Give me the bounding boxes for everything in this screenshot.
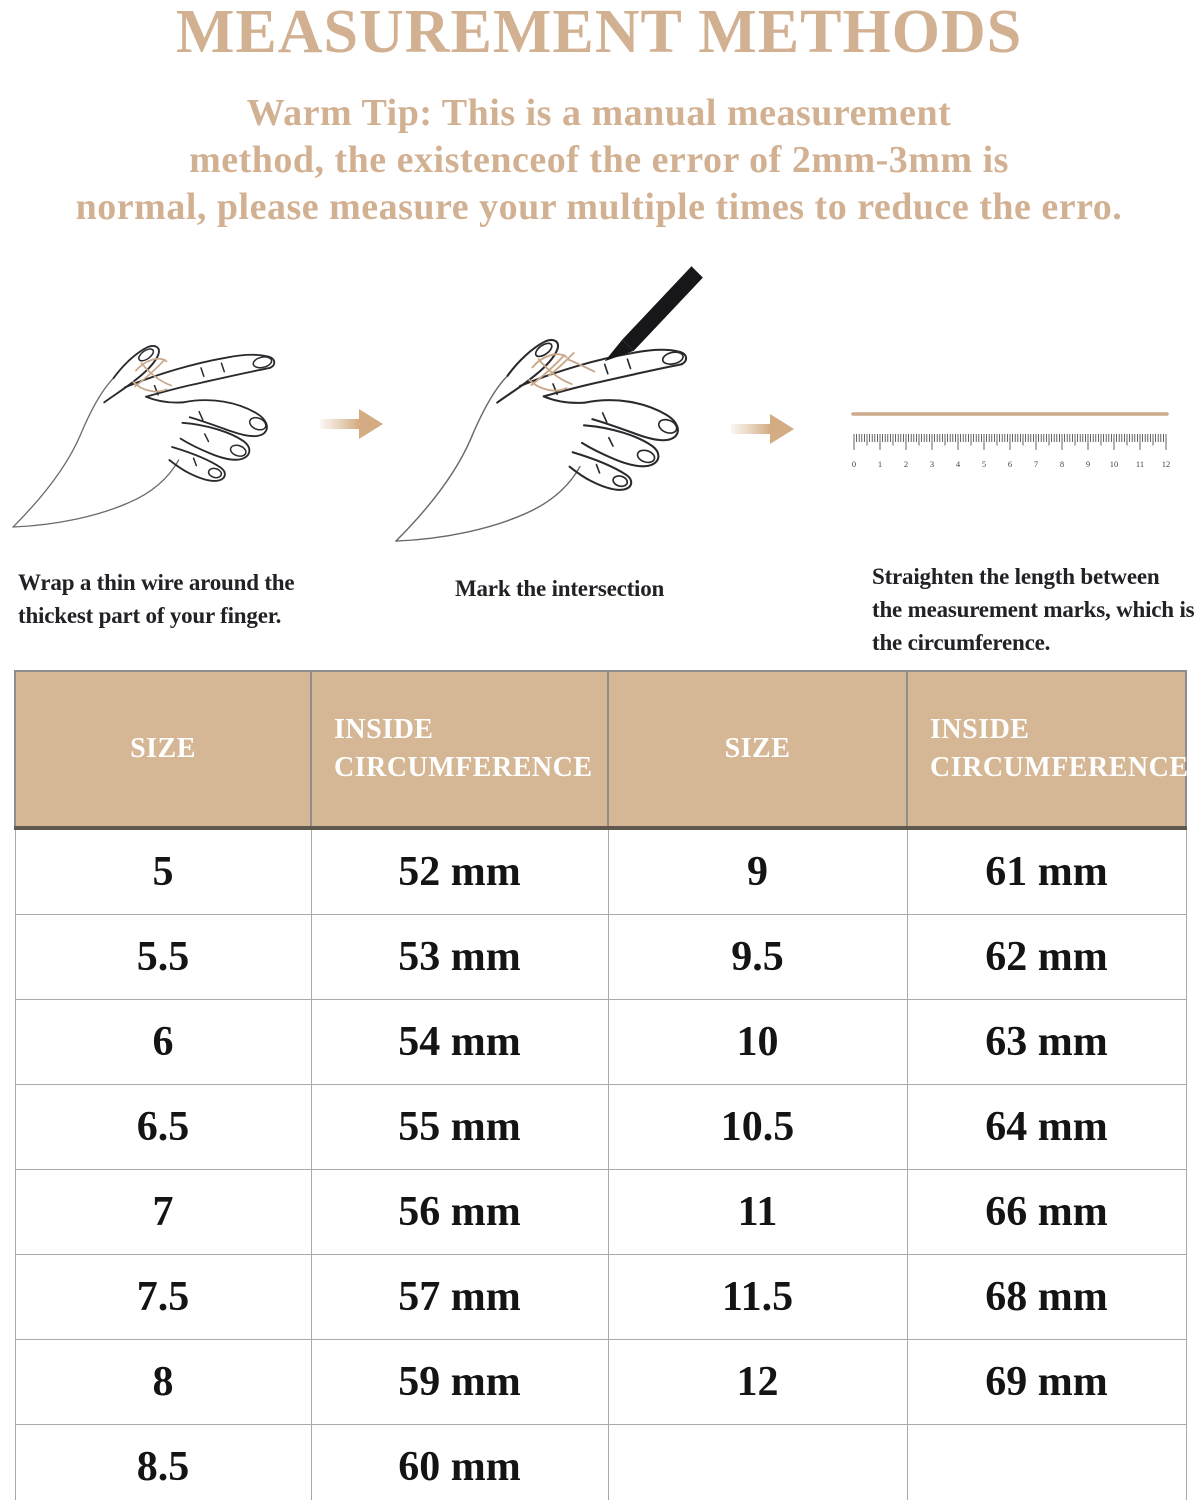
ruler-number: 1 <box>877 459 883 469</box>
table-cell: 10 <box>608 1000 907 1085</box>
table-cell: 11 <box>608 1170 907 1255</box>
table-cell: 61 mm <box>907 828 1186 915</box>
ruler-number: 8 <box>1059 459 1065 469</box>
table-cell: 57 mm <box>311 1255 608 1340</box>
ring-size-table <box>14 670 1187 1500</box>
table-cell: 63 mm <box>907 1000 1186 1085</box>
table-cell <box>608 1425 907 1500</box>
table-header-row <box>15 671 1186 828</box>
table-cell: 64 mm <box>907 1085 1186 1170</box>
table-row <box>15 1170 1186 1255</box>
table-cell: 9 <box>608 828 907 915</box>
ruler-number: 0 <box>851 459 857 469</box>
ruler-number: 3 <box>929 459 935 469</box>
header-size-1: SIZE <box>15 671 311 828</box>
table-cell: 54 mm <box>311 1000 608 1085</box>
step-caption-1 <box>18 566 294 632</box>
header-circumference-2: INSIDE CIRCUMFERENCE <box>907 671 1186 828</box>
ruler-number: 11 <box>1135 459 1145 469</box>
caption-line: the measurement marks, which is <box>872 597 1195 622</box>
page-title: MEASUREMENT METHODS <box>175 0 1023 66</box>
pen-icon <box>605 266 703 361</box>
table-cell: 59 mm <box>311 1340 608 1425</box>
step-caption-2 <box>455 572 664 605</box>
ruler-number: 10 <box>1109 459 1119 469</box>
table-cell: 11.5 <box>608 1255 907 1340</box>
warm-tip-line: normal, please measure your multiple times to reduce the erro. <box>75 186 1123 228</box>
table-cell <box>907 1425 1186 1500</box>
size-table-body <box>15 828 1186 1500</box>
table-cell: 7.5 <box>15 1255 311 1340</box>
table-cell: 62 mm <box>907 915 1186 1000</box>
table-cell: 66 mm <box>907 1170 1186 1255</box>
ruler-number: 12 <box>1161 459 1171 469</box>
warm-tip-text <box>0 90 1198 231</box>
table-row <box>15 828 1186 915</box>
caption-line: Straighten the length between <box>872 564 1160 589</box>
ruler-icon <box>845 396 1175 476</box>
table-cell: 55 mm <box>311 1085 608 1170</box>
arrow-right-icon <box>731 413 795 445</box>
warm-tip-line: Warm Tip: This is a manual measurement <box>246 92 952 134</box>
table-cell: 5 <box>15 828 311 915</box>
table-cell: 7 <box>15 1170 311 1255</box>
caption-line: thickest part of your finger. <box>18 603 282 628</box>
header-circumference-1: INSIDE CIRCUMFERENCE <box>311 671 608 828</box>
warm-tip-line: method, the existenceof the error of 2mm-3mm is <box>189 139 1009 181</box>
table-cell: 68 mm <box>907 1255 1186 1340</box>
ruler-number: 4 <box>955 459 961 469</box>
ruler-number: 6 <box>1007 459 1013 469</box>
caption-line: Wrap a thin wire around the <box>18 570 295 595</box>
hand-with-wire-icon <box>0 266 335 561</box>
table-cell: 56 mm <box>311 1170 608 1255</box>
table-row <box>15 1340 1186 1425</box>
step-caption-3 <box>872 560 1194 659</box>
caption-line: Mark the intersection <box>455 576 665 601</box>
table-cell: 6 <box>15 1000 311 1085</box>
ruler-number: 9 <box>1085 459 1091 469</box>
table-cell: 8.5 <box>15 1425 311 1500</box>
ruler-number: 7 <box>1033 459 1039 469</box>
table-cell: 9.5 <box>608 915 907 1000</box>
table-cell: 12 <box>608 1340 907 1425</box>
table-row <box>15 1425 1186 1500</box>
ruler-number: 2 <box>903 459 909 469</box>
table-cell: 53 mm <box>311 915 608 1000</box>
table-cell: 69 mm <box>907 1340 1186 1425</box>
table-cell: 10.5 <box>608 1085 907 1170</box>
table-row <box>15 1000 1186 1085</box>
ruler-number: 5 <box>981 459 987 469</box>
table-cell: 8 <box>15 1340 311 1425</box>
table-cell: 52 mm <box>311 828 608 915</box>
caption-line: the circumference. <box>872 630 1051 655</box>
table-cell: 6.5 <box>15 1085 311 1170</box>
hand-with-pen-icon <box>375 260 760 570</box>
table-row <box>15 1085 1186 1170</box>
table-row <box>15 1255 1186 1340</box>
ruler-ticks <box>854 434 1166 450</box>
header-size-2: SIZE <box>608 671 907 828</box>
table-cell: 60 mm <box>311 1425 608 1500</box>
table-cell: 5.5 <box>15 915 311 1000</box>
table-row <box>15 915 1186 1000</box>
ruler-numbers <box>852 459 1170 469</box>
